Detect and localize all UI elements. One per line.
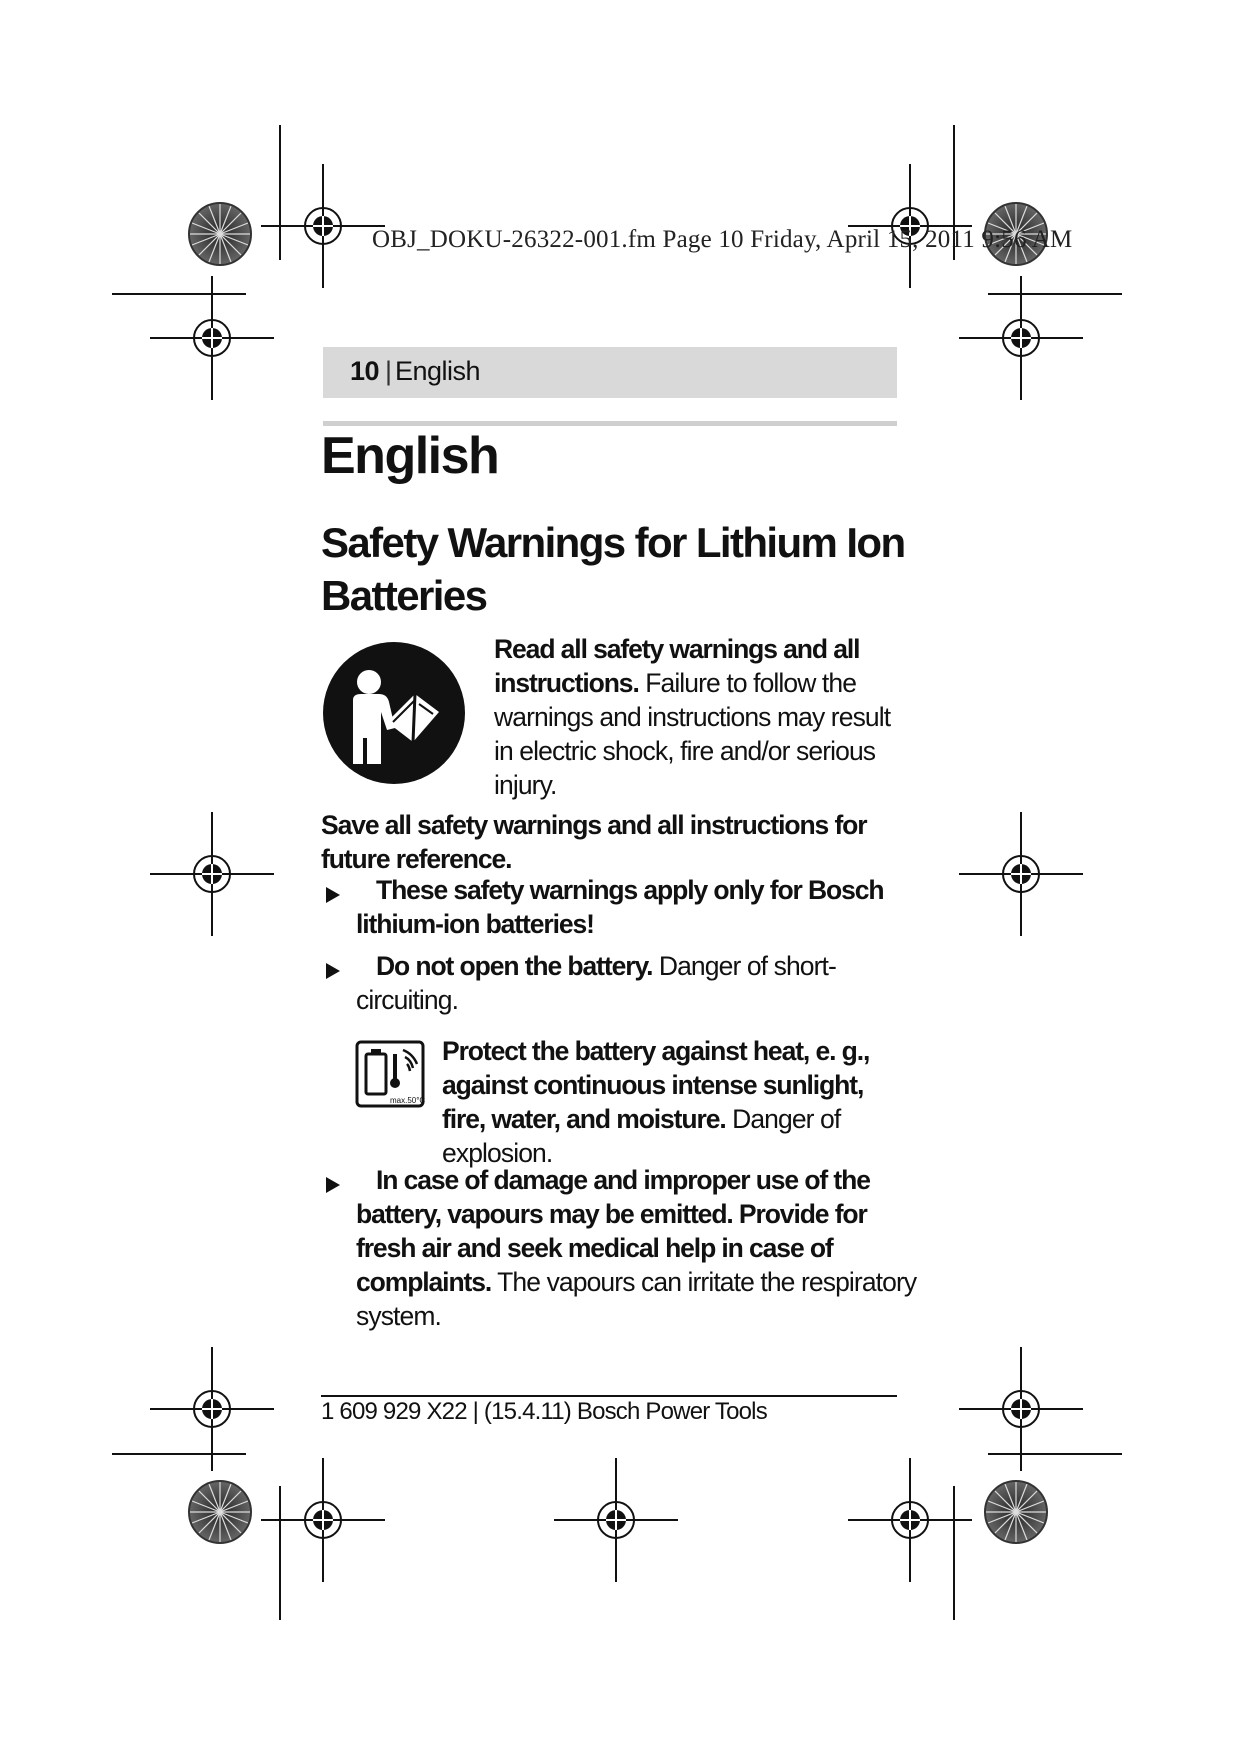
footer-rule: [321, 1395, 897, 1397]
read-warning-body: Failure to follow the warnings and instructions may result in electric shock, fire and/or serious injury.: [494, 668, 891, 800]
item-bold: Do not open the battery.: [376, 951, 653, 981]
read-manual-icon: [323, 642, 465, 784]
item-text: Danger of short-circuiting.: [356, 951, 836, 1015]
heat-warning-text: [442, 1034, 912, 1170]
header-separator: |: [385, 356, 393, 386]
header-section-label: English: [395, 356, 481, 386]
page-number: 10: [350, 356, 380, 386]
heat-warning-body: Danger of explosion.: [442, 1104, 841, 1168]
list-item: [356, 949, 926, 1017]
heat-warning-bold: Protect the battery against heat, e. g., against continuous intense sunlight, fire, water, and moisture.: [442, 1036, 870, 1134]
bullet-triangle-icon: [326, 887, 340, 903]
list-item: [356, 1163, 926, 1333]
print-header: OBJ_DOKU-26322-001.fm Page 10 Friday, April 15, 2011 9:56 AM: [372, 226, 1073, 253]
heat-sun-battery-icon: [355, 1040, 425, 1108]
save-instructions-bold: Save all safety warnings and all instructions for future reference.: [321, 810, 867, 874]
read-warning-bold: Read all safety warnings and all instructions.: [494, 634, 860, 698]
item-bold: These safety warnings apply only for Bosch lithium-ion batteries!: [356, 875, 884, 939]
page-header-bar: [323, 347, 897, 398]
section-heading: Safety Warnings for Lithium Ion Batteries: [321, 519, 905, 619]
heat-icon-label: max.50°C: [390, 1096, 425, 1105]
item-bold: In case of damage and improper use of the battery, vapours may be emitted. Provide for fresh air and seek medical help in case of complaints.: [356, 1165, 870, 1297]
list-item: [356, 873, 926, 941]
bullet-triangle-icon: [326, 1177, 340, 1193]
read-warning-text: [494, 632, 904, 802]
save-instructions: [321, 808, 921, 876]
page-footer: 1 609 929 X22 | (15.4.11) Bosch Power Tools: [321, 1398, 767, 1425]
item-text: The vapours can irritate the respiratory system.: [356, 1267, 917, 1331]
page-title: English: [321, 427, 499, 485]
bullet-triangle-icon: [326, 963, 340, 979]
